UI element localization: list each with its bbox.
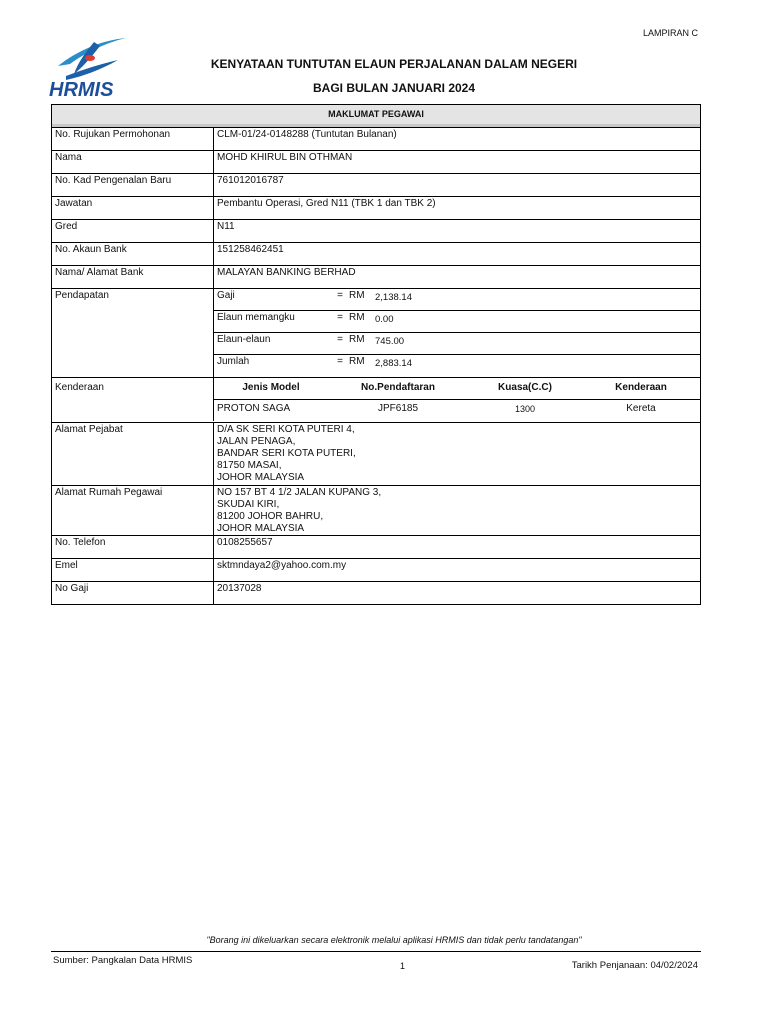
row-alamat-pejabat (52, 423, 700, 486)
vehicle-header: Kuasa(C.C) (498, 382, 552, 393)
row-alamat-rumah (52, 486, 700, 536)
field-label: Emel (52, 559, 214, 581)
income-amount: 0.00 (375, 314, 394, 325)
field-label: Jawatan (52, 197, 214, 219)
footer-source: Sumber: Pangkalan Data HRMIS (53, 955, 193, 966)
income-amount: 745.00 (375, 336, 405, 347)
field-label: No Gaji (52, 582, 214, 604)
income-breakdown (214, 289, 700, 377)
document-title: KENYATAAN TUNTUTAN ELAUN PERJALANAN DALAM NEGERI (210, 57, 578, 71)
footer-divider (51, 951, 701, 952)
row-gred (52, 220, 700, 243)
vehicle-table (214, 378, 700, 422)
field-label: No. Akaun Bank (52, 243, 214, 265)
vehicle-registration: JPF6185 (377, 403, 419, 414)
income-row (214, 311, 700, 333)
field-value: D/A SK SERI KOTA PUTERI 4, JALAN PENAGA, BANDAR SERI KOTA PUTERI, 81750 MASAI, JOHOR MALAYSIA (217, 424, 356, 483)
currency: RM (349, 290, 365, 301)
income-name: Elaun memangku (217, 312, 295, 323)
row-kenderaan (52, 378, 700, 423)
row-emel (52, 559, 700, 582)
income-name: Jumlah (217, 356, 250, 367)
lampiran-label: LAMPIRAN C (642, 28, 698, 38)
currency: RM (349, 356, 365, 367)
income-amount: 2,138.14 (375, 292, 412, 303)
row-rujukan (52, 128, 700, 151)
employee-info-table (51, 104, 701, 605)
row-bank (52, 266, 700, 289)
row-no-gaji (52, 582, 700, 604)
field-value: CLM-01/24-0148288 (Tuntutan Bulanan) (217, 129, 397, 140)
equals-sign: = (337, 334, 343, 345)
income-name: Gaji (217, 290, 235, 301)
electronic-note: "Borang ini dikeluarkan secara elektronik melalui aplikasi HRMIS dan tidak perlu tandatangan" (206, 935, 582, 945)
field-label: No. Rujukan Permohonan (52, 128, 214, 150)
vehicle-type: Kereta (626, 403, 656, 414)
row-akaun (52, 243, 700, 266)
page-number: 1 (400, 961, 406, 971)
income-name: Elaun-elaun (217, 334, 271, 345)
field-label: No. Telefon (52, 536, 214, 558)
currency: RM (349, 312, 365, 323)
field-value: MALAYAN BANKING BERHAD (217, 267, 356, 278)
generation-date: Tarikh Penjanaan: 04/02/2024 (571, 960, 698, 971)
row-telefon (52, 536, 700, 559)
field-label: Nama (52, 151, 214, 173)
vehicle-model: PROTON SAGA (217, 403, 291, 414)
field-label: Kenderaan (52, 378, 214, 421)
vehicle-header: Kenderaan (615, 382, 667, 393)
income-row (214, 333, 700, 355)
field-label: Alamat Rumah Pegawai (52, 486, 214, 535)
income-row (214, 355, 700, 376)
vehicle-header-row (214, 378, 700, 399)
document-subtitle: BAGI BULAN JANUARI 2024 (312, 81, 476, 95)
currency: RM (349, 334, 365, 345)
row-nama (52, 151, 700, 174)
vehicle-header: No.Pendaftaran (361, 382, 435, 393)
income-amount: 2,883.14 (375, 358, 412, 369)
field-value: NO 157 BT 4 1/2 JALAN KUPANG 3, SKUDAI KIRI, 81200 JOHOR BAHRU, JOHOR MALAYSIA (217, 487, 382, 534)
row-kp (52, 174, 700, 197)
field-label: No. Kad Pengenalan Baru (52, 174, 214, 196)
field-label: Nama/ Alamat Bank (52, 266, 214, 288)
field-value: MOHD KHIRUL BIN OTHMAN (217, 152, 353, 163)
field-label: Alamat Pejabat (52, 423, 214, 485)
field-label: Gred (52, 220, 214, 242)
field-value: 151258462451 (217, 244, 284, 255)
equals-sign: = (337, 356, 343, 367)
vehicle-cc: 1300 (514, 404, 536, 414)
field-value: N11 (217, 221, 235, 232)
field-value: 0108255657 (217, 537, 273, 548)
income-row (214, 289, 700, 311)
row-jawatan (52, 197, 700, 220)
field-value: 20137028 (217, 583, 262, 594)
vehicle-header: Jenis Model (242, 382, 300, 393)
field-value: 761012016787 (217, 175, 284, 186)
equals-sign: = (337, 312, 343, 323)
field-value: sktmndaya2@yahoo.com.my (217, 560, 347, 571)
row-pendapatan (52, 289, 700, 378)
section-header: MAKLUMAT PEGAWAI (52, 105, 700, 128)
field-label: Pendapatan (52, 289, 214, 377)
equals-sign: = (337, 290, 343, 301)
vehicle-data-row (214, 399, 700, 422)
field-value: Pembantu Operasi, Gred N11 (TBK 1 dan TBK 2) (217, 198, 436, 209)
svg-text:HRMIS: HRMIS (49, 79, 114, 100)
